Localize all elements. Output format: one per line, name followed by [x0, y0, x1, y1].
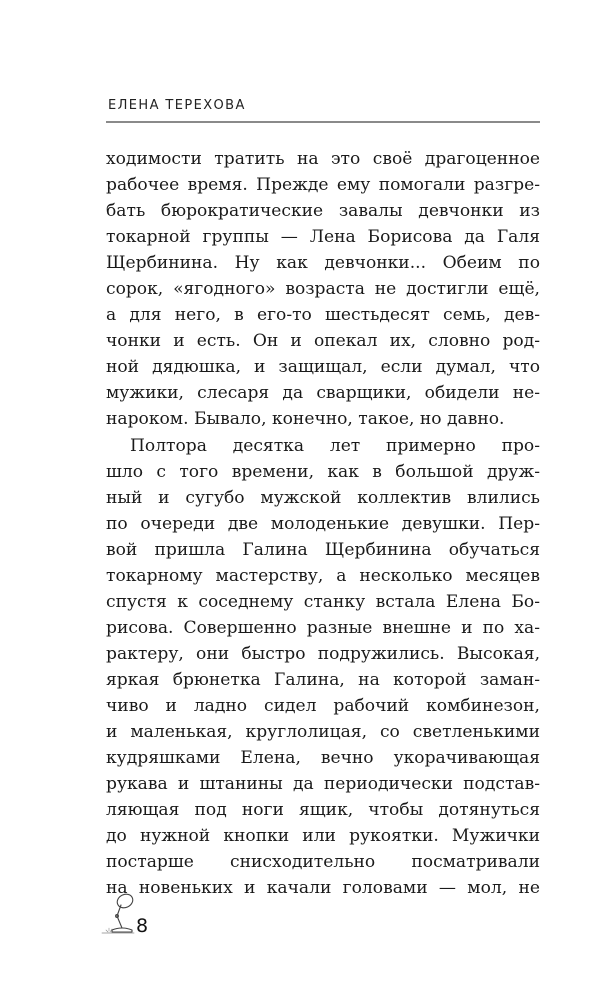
text-line: на новеньких и качали головами — мол, не: [106, 878, 540, 899]
text-line: по очереди две молоденькие девушки. Пер-: [106, 513, 540, 534]
folio: [98, 892, 158, 942]
page-number: 8: [136, 915, 149, 937]
running-head: ЕЛЕНА ТЕРЕХОВА: [108, 98, 246, 113]
text-line: яркая брюнетка Галина, на которой заман-: [106, 669, 540, 690]
text-line: кудряшками Елена, вечно укорачивающая: [106, 748, 540, 769]
text-line: ной дядюшка, и защищал, если думал, что: [106, 357, 540, 378]
text-line: ходимости тратить на это своё драгоценное: [106, 149, 540, 169]
text-line: Щербинина. Ну как девчонки... Обеим по: [106, 253, 540, 274]
text-line: сорок, «ягодного» возраста не достигли ещё,: [106, 279, 540, 300]
text-line: и маленькая, круглолицая, со светленькими: [106, 722, 540, 743]
text-line: постарше снисходительно посматривали: [106, 852, 540, 873]
text-line: шло с того времени, как в большой друж-: [106, 461, 540, 482]
text-line: токарному мастерству, а несколько месяцев: [106, 565, 540, 586]
text-line: бать бюрократические завалы девчонки из: [106, 201, 540, 222]
text-line: Полтора десятка лет примерно про-: [130, 435, 540, 456]
text-line: рисова. Совершенно разные внешне и по ха-: [106, 617, 540, 638]
text-block: [106, 146, 540, 901]
text-line: рактеру, они быстро подружились. Высокая,: [106, 643, 540, 664]
text-line: токарной группы — Лена Борисова да Галя: [106, 227, 540, 248]
text-line: чиво и ладно сидел рабочий комбинезон,: [106, 695, 540, 716]
text-line: чонки и есть. Он и опекал их, словно род-: [106, 331, 540, 352]
header-rule: [106, 121, 540, 123]
text-line: рабочее время. Прежде ему помогали разгре-: [106, 175, 540, 196]
text-line: а для него, в его-то шестьдесят семь, дев-: [106, 305, 540, 326]
text-line: рукава и штанины да периодически подстав-: [106, 774, 540, 795]
text-line: нароком. Бывало, конечно, такое, но давно.: [106, 409, 505, 430]
text-line: ный и сугубо мужской коллектив влились: [106, 487, 540, 508]
text-line: ляющая под ноги ящик, чтобы дотянуться: [106, 800, 540, 821]
text-line: мужики, слесаря да сварщики, обидели не-: [106, 383, 540, 404]
text-line: до нужной кнопки или рукоятки. Мужички: [106, 826, 540, 847]
text-line: вой пришла Галина Щербинина обучаться: [106, 539, 540, 560]
desk-lamp-icon: [98, 892, 138, 942]
text-line: спустя к соседнему станку встала Елена Бо-: [106, 591, 540, 612]
